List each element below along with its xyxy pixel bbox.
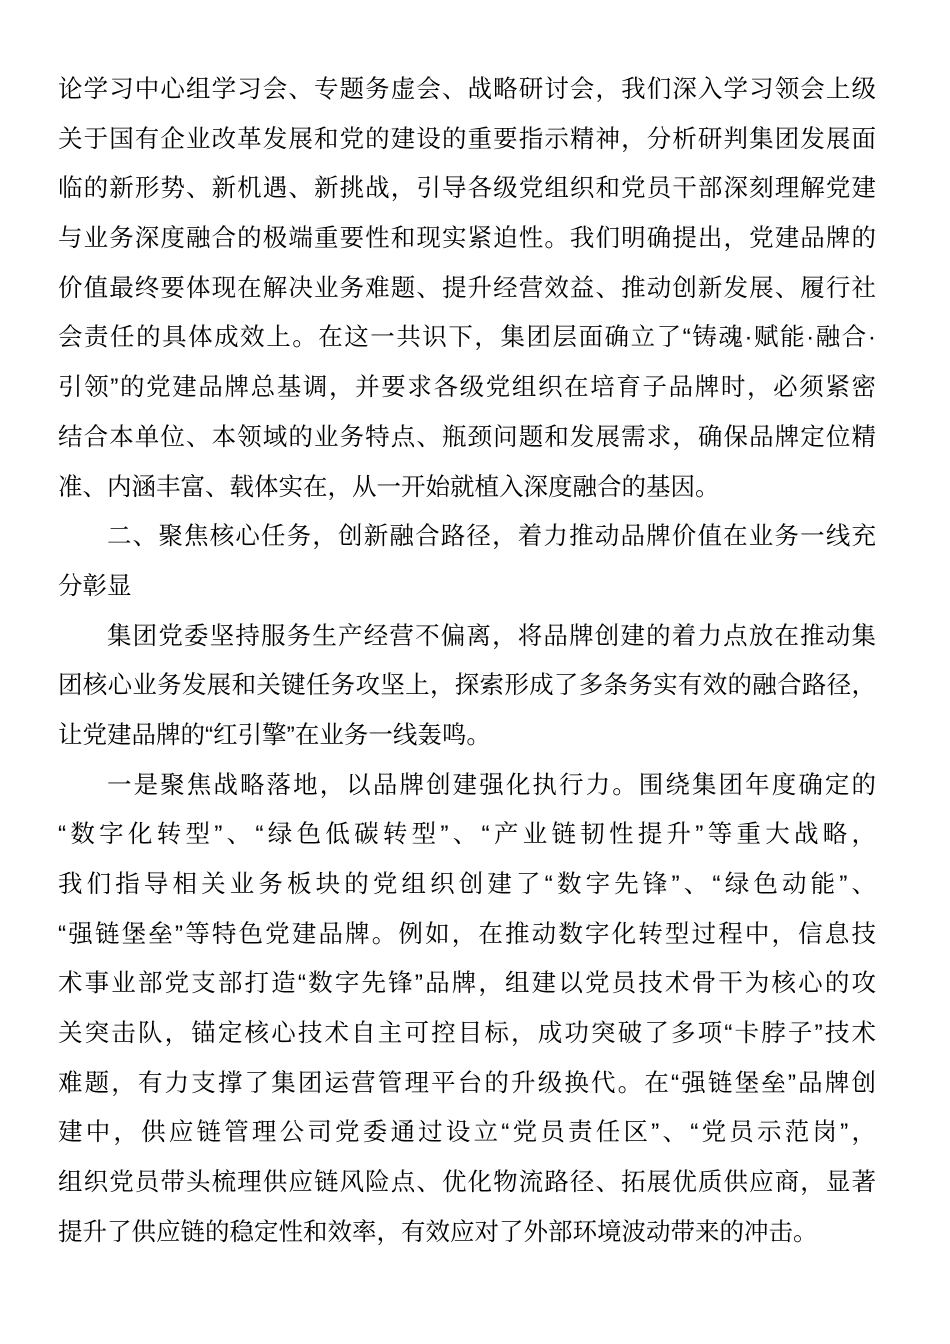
- body-text-line: 难题，有力支撑了集团运营管理平台的升级换代。在“强链堡垒”品牌创: [58, 1069, 876, 1097]
- body-text-line: 集团党委坚持服务生产经营不偏离，将品牌创建的着力点放在推动集: [107, 622, 876, 650]
- body-text-line: 会责任的具体成效上。在这一共识下，集团层面确立了“铸魂·赋能·融合·: [58, 324, 876, 352]
- section-heading-line: 二、聚焦核心任务，创新融合路径，着力推动品牌价值在业务一线充: [107, 523, 876, 551]
- body-text-line: 术事业部党支部打造“数字先锋”品牌，组建以党员技术骨干为核心的攻: [58, 970, 876, 998]
- body-text-line: 与业务深度融合的极端重要性和现实紧迫性。我们明确提出，党建品牌的: [58, 225, 876, 253]
- body-text-line: 建中，供应链管理公司党委通过设立“党员责任区”、“党员示范岗”，: [58, 1119, 876, 1147]
- body-text-line: 论学习中心组学习会、专题务虚会、战略研讨会，我们深入学习领会上级: [58, 76, 876, 103]
- body-text-line: 关于国有企业改革发展和党的建设的重要指示精神，分析研判集团发展面: [58, 125, 876, 153]
- body-text-line: 引领”的党建品牌总基调，并要求各级党组织在培育子品牌时，必须紧密: [58, 374, 876, 402]
- body-text-line: “强链堡垒”等特色党建品牌。例如，在推动数字化转型过程中，信息技: [58, 920, 876, 948]
- body-text-line: 关突击队，锚定核心技术自主可控目标，成功突破了多项“卡脖子”技术: [58, 1020, 876, 1048]
- document-text-block: [58, 65, 876, 1258]
- body-text-line: 提升了供应链的稳定性和效率，有效应对了外部环境波动带来的冲击。: [58, 1218, 818, 1246]
- body-text-line: 团核心业务发展和关键任务攻坚上，探索形成了多条务实有效的融合路径，: [58, 672, 876, 700]
- body-text-line: 我们指导相关业务板块的党组织创建了“数字先锋”、“绿色动能”、: [58, 871, 876, 898]
- body-text-line: 价值最终要体现在解决业务难题、提升经营效益、推动创新发展、履行社: [58, 274, 876, 302]
- body-text-line: 临的新形势、新机遇、新挑战，引导各级党组织和党员干部深刻理解党建: [58, 175, 876, 203]
- section-heading-line: 分彰显: [58, 572, 132, 600]
- body-text-line: 一是聚焦战略落地，以品牌创建强化执行力。围绕集团年度确定的: [107, 771, 876, 799]
- body-text-line: 准、内涵丰富、载体实在，从一开始就植入深度融合的基因。: [58, 473, 720, 501]
- body-text-line: 组织党员带头梳理供应链风险点、优化物流路径、拓展优质供应商，显著: [58, 1169, 876, 1197]
- body-text-line: “数字化转型”、“绿色低碳转型”、“产业链韧性提升”等重大战略，: [58, 821, 876, 849]
- body-text-line: 结合本单位、本领域的业务特点、瓶颈问题和发展需求，确保品牌定位精: [58, 423, 876, 451]
- body-text-line: 让党建品牌的“红引擎”在业务一线轰鸣。: [58, 721, 491, 749]
